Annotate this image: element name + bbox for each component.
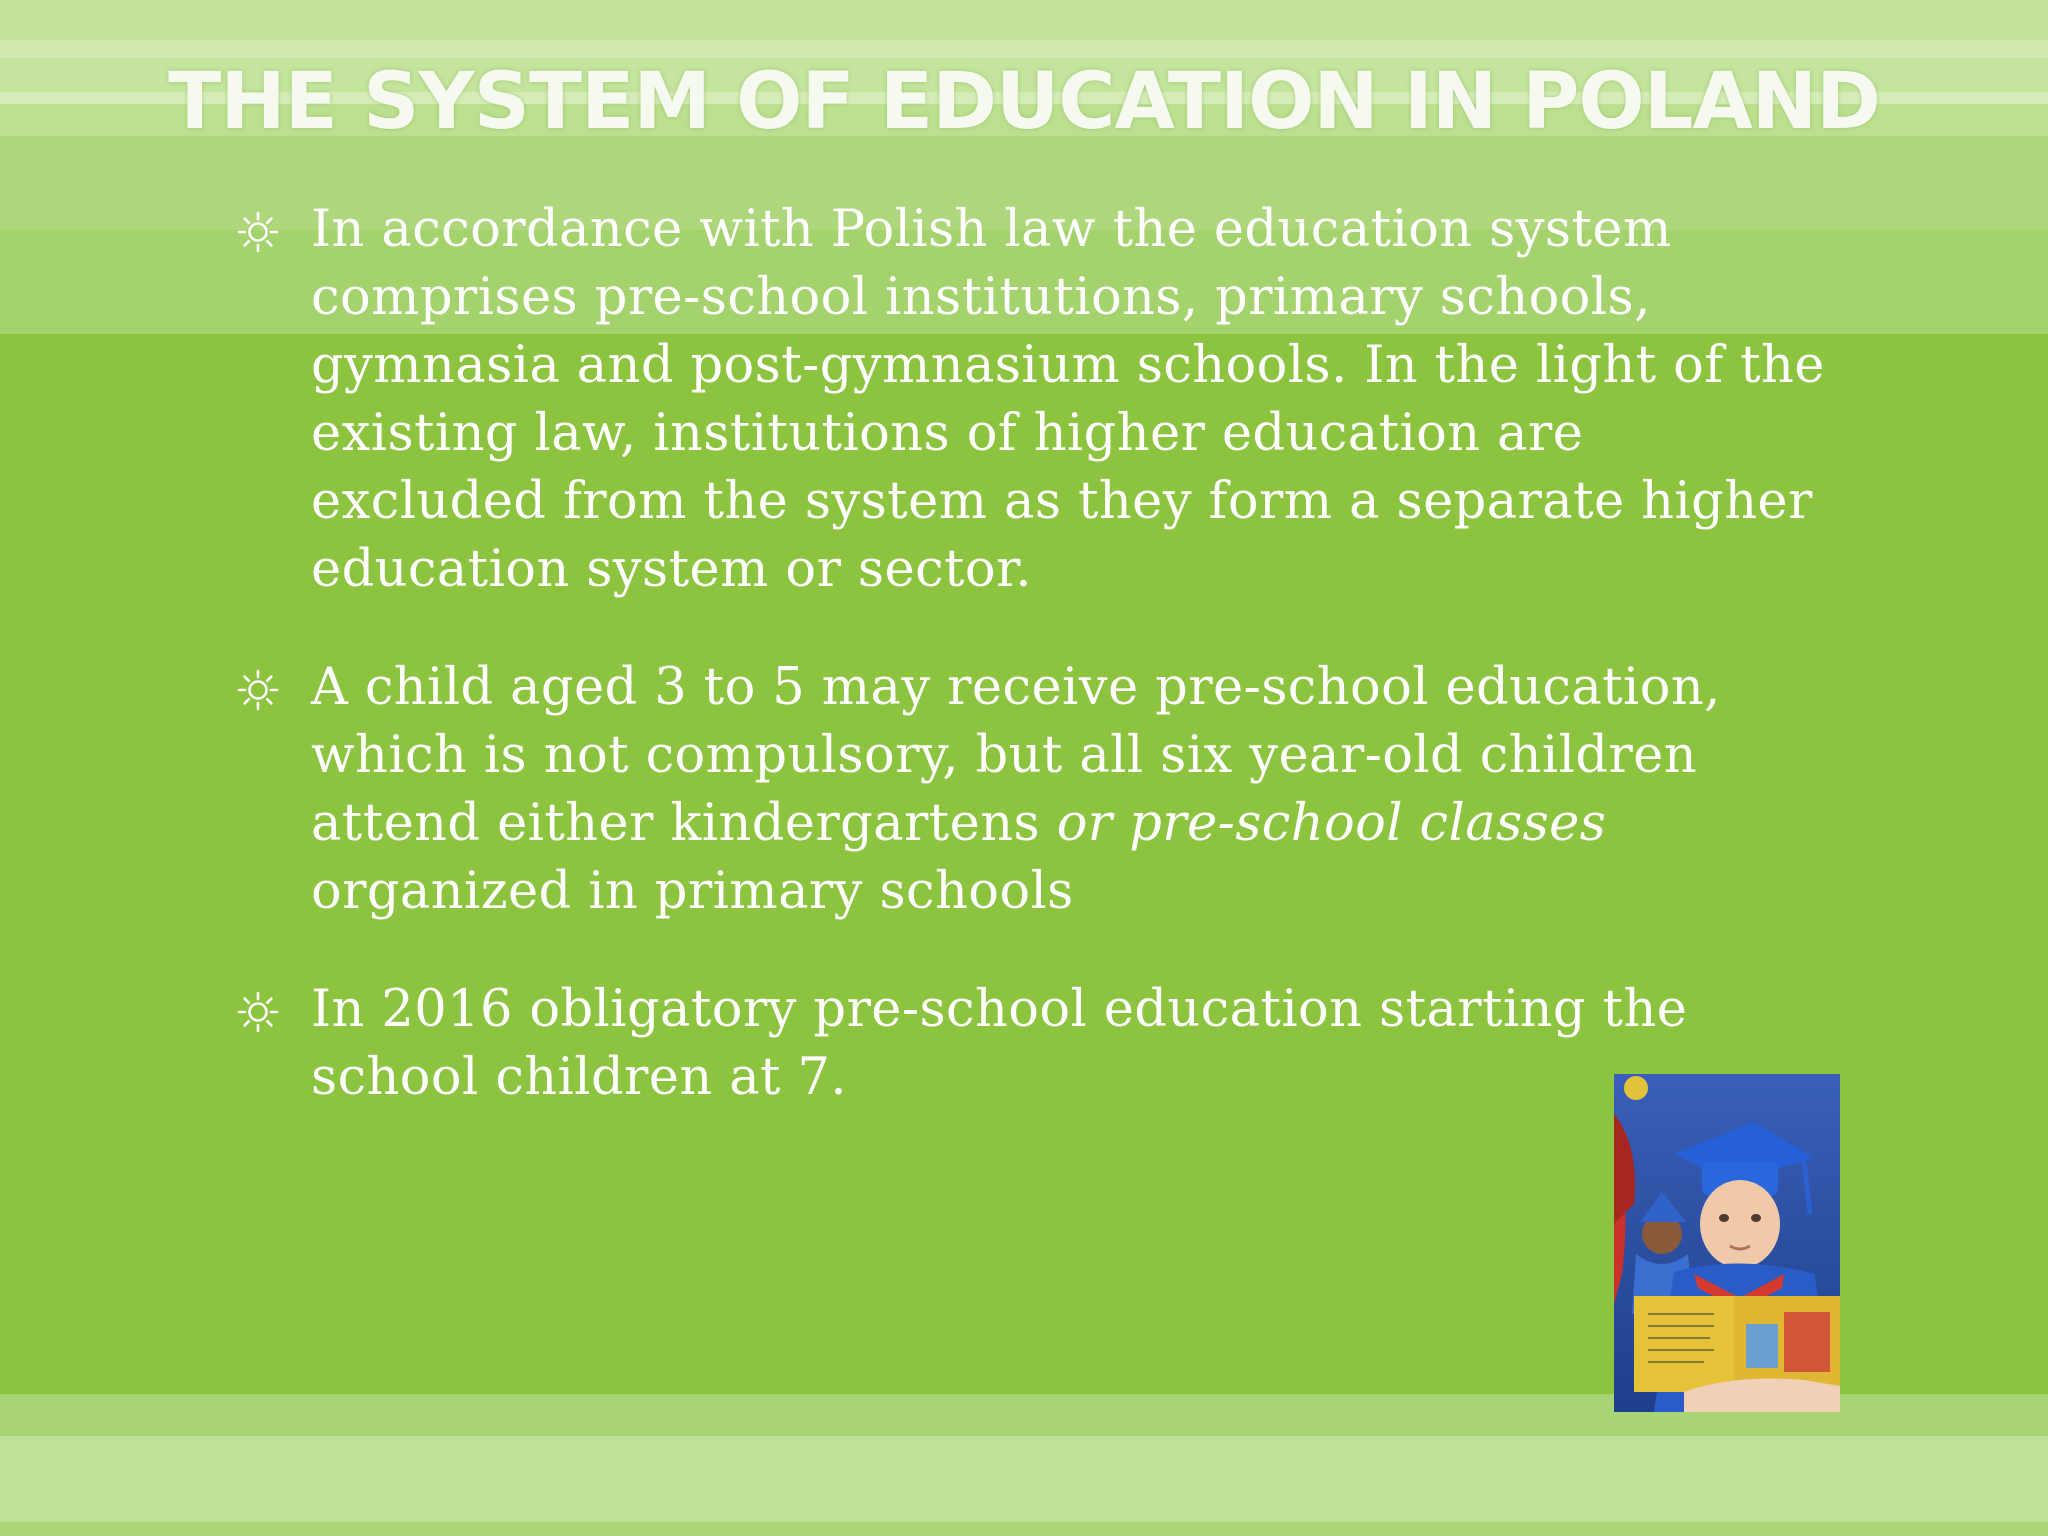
bullet-item [236,196,1826,604]
child-graduate-illustration [1614,1074,1840,1412]
bullet-text: In accordance with Polish law the education system comprises pre-school institutions, primary schools, gymnasia and post-gymnasium schools. In the light of the existing law, institutions of higher education are excluded from the system as they form a separate higher education system or sector. [311,200,1825,599]
bullet-list [236,196,1826,1112]
bullet-item [236,654,1826,926]
slide-title: THE SYSTEM OF EDUCATION IN POLAND [168,57,1880,147]
sun-bullet-icon [236,990,280,1034]
bullet-text-italic: or pre-school classes [1056,794,1607,853]
bullet-text: In 2016 obligatory pre-school education starting the school children at 7. [311,980,1688,1107]
bullet-item [236,976,1826,1112]
bullet-text: A child aged 3 to 5 may receive pre-school education, which is not compulsory, but all six year-old children attend either kindergartens [311,658,1721,853]
sun-bullet-icon [236,210,280,254]
bullet-text: organized in primary schools [311,862,1074,921]
child-graduate-photo [1614,1074,1840,1412]
bottom-stripe-band [0,1394,2048,1536]
sun-bullet-icon [236,668,280,712]
